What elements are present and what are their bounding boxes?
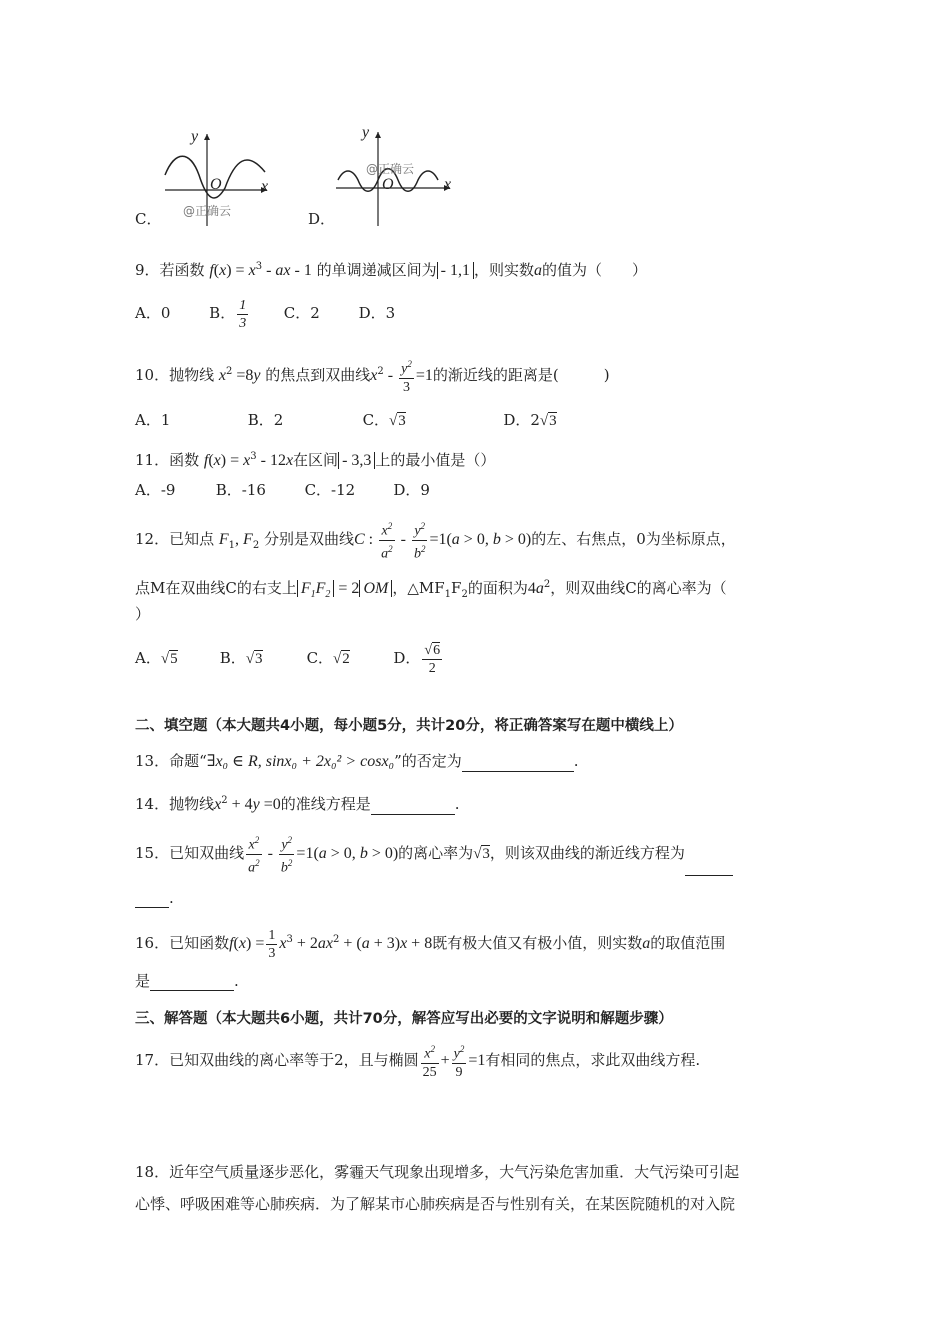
q12-line2d: 的面积为 (467, 579, 528, 597)
question-9: 9．若函数 $f(x) = x^3$ - ax - 1 的单调递减区间为 - 1,1 ，则实数a的值为（ ） (135, 261, 647, 279)
q13-end: . (573, 752, 579, 770)
q11-text2: 上的最小值是（） (375, 451, 496, 469)
q12-option-a: A．√5 (135, 649, 178, 667)
q12-option-c: C．√2 (306, 649, 350, 667)
q9-option-b-label: B． (209, 304, 236, 322)
q17-tail: 有相同的焦点，求此双曲线方程. (485, 1051, 701, 1069)
question-12-options (135, 638, 444, 679)
q12-option-c-label: C． (306, 649, 334, 667)
q14-answer-blank[interactable] (371, 798, 455, 815)
graph-d-y-label: y (362, 124, 370, 141)
q10-text2: 的渐近线的距离是( ) (432, 366, 610, 384)
graph-c-watermark: @正确云 (183, 204, 232, 218)
q9-text-end: ，则实数 (473, 261, 534, 279)
q16-var: a (642, 935, 651, 952)
q16-text2: 的取值范围 (650, 934, 726, 952)
q12-option-b: B．√3 (219, 649, 263, 667)
q17-stem: 17．已知双曲线的离心率等于2，且与椭圆 (135, 1051, 419, 1069)
graph-d-x-label: x (444, 176, 452, 193)
q12-line2c: F (451, 579, 462, 597)
q15-text2: ，则该双曲线的渐近线方程为 (489, 844, 685, 863)
q10-option-d-label: D．2 (503, 411, 540, 429)
q10-c-radicand: 3 (398, 413, 406, 429)
question-10: 10．抛物线 $x^2 =8y$ 的焦点到双曲线$x^2$ - $\frac{y^2}{3}$ =1的渐近线的距离是( ) (135, 355, 610, 396)
question-15-line2 (135, 888, 174, 908)
q10-option-d: D．2√3 (503, 411, 557, 429)
question-18-line2: 心悸、呼吸困难等心肺疾病．为了解某市心肺疾病是否与性别有关，在某医院随机的对入院 (135, 1195, 736, 1213)
q11-option-a: A．-9 (135, 481, 176, 499)
q12-option-a-label: A． (135, 649, 161, 667)
q15-end: . (169, 889, 174, 907)
q15-answer-blank-2[interactable] (135, 891, 169, 908)
q9-b-denominator: 3 (239, 315, 247, 331)
graph-option-d (308, 120, 468, 230)
question-13 (135, 751, 579, 772)
section-3-title: 三、解答题（本大题共6小题，共计70分，解答应写出必要的文字说明和解题步骤） (135, 1011, 673, 1027)
q10-option-b: B．2 (247, 411, 284, 429)
q12-line2e: ，则双曲线C的离心率为（ (550, 579, 727, 597)
q9-tail: 的值为（ ） (541, 261, 647, 279)
question-12-line3 (135, 604, 150, 624)
question-10-options (135, 410, 557, 431)
q14-tail: 的准线方程是 (280, 795, 371, 813)
question-17: 17．已知双曲线的离心率等于2，且与椭圆 $\frac{x^2}{25}$ + $\frac{y^2}{9}$ =1有相同的焦点，求此双曲线方程. (135, 1040, 700, 1081)
graph-c-label: C． (135, 210, 162, 228)
q15-answer-blank-1[interactable] (685, 859, 733, 876)
q12-d-denominator: 2 (428, 660, 436, 676)
q12-text2: 的左、右焦点，0为坐标原点， (531, 530, 736, 549)
q9-option-a: A．0 (135, 304, 171, 322)
q9-stem: 9．若函数 (135, 261, 205, 279)
q16-answer-blank[interactable] (150, 974, 234, 991)
q9-var: a (533, 262, 542, 279)
q10-text1: 的焦点到双曲线 (265, 366, 371, 384)
q12-option-b-label: B． (219, 649, 246, 667)
q11-text1: 在区间 (293, 451, 339, 469)
q13-stem: 13．命题“ (135, 752, 207, 770)
q12-c-radicand: 2 (342, 651, 350, 667)
q10-stem: 10．抛物线 (135, 366, 215, 384)
q16-end: . (234, 972, 239, 990)
question-15: 15．已知双曲线 $\frac{x^2}{a^2}$ - $\frac{y^2}{b^2}$ =1(a > 0, b > 0)的离心率为√3，则该双曲线的渐近线方程为 (135, 832, 733, 876)
q12-line2b: ，△MF (392, 579, 445, 597)
graph-d-watermark: @正确云 (366, 162, 415, 176)
q10-option-c-label: C． (362, 411, 390, 429)
q12-a-radicand: 5 (170, 651, 178, 667)
graph-d-label: D． (308, 210, 336, 228)
q9-option-b (209, 297, 250, 331)
q12-text1: 分别是双曲线 (263, 530, 354, 549)
q14-stem: 14．抛物线 (135, 795, 215, 813)
q12-option-d: D． $\frac{√6}{2}$ (393, 642, 441, 676)
question-14: 14．抛物线$x^2 + 4y =0$的准线方程是 . (135, 795, 460, 813)
q9-text: 的单调递减区间为 (316, 261, 437, 279)
q10-d-radicand: 3 (549, 413, 557, 429)
q9-option-d: D．3 (358, 304, 396, 322)
q16-line2: 是 (135, 972, 151, 990)
q9-option-c: C．2 (283, 304, 320, 322)
graph-c-y-label: y (191, 128, 199, 145)
question-12: 12．已知点 $F_1$, $F_2$ 分别是双曲线C : $\frac{x^2}{a^2}$ - $\frac{y^2}{b^2}$ =1(a > 0, b > 0)的左、右焦点，0为坐标原点， (135, 518, 736, 564)
q12-line3: ） (135, 605, 151, 623)
q11-interval: - 3,3 (338, 452, 375, 469)
q12-b-radicand: 3 (255, 651, 263, 667)
q12-d-radicand: 6 (433, 642, 441, 658)
q11-option-b: B．-16 (215, 481, 266, 499)
graph-c-origin-label: O (210, 176, 222, 193)
question-12-line2: 点M在双曲线C的右支上 $F_1F_2 = 2$ OM ，$\triangle MF_1F_2$的面积为$4a^2$，则双曲线C的离心率为（ (135, 579, 727, 601)
q13-answer-blank[interactable] (462, 755, 574, 772)
q15-stem: 15．已知双曲线 (135, 844, 245, 863)
q10-option-c: C．√3 (362, 411, 406, 429)
question-16: 16．已知函数f(x) = $\frac{1}{3}$ $x^3 + 2ax^2 + (a + 3)x + 8$既有极大值又有极小值，则实数a的取值范围 (135, 927, 726, 961)
q12-option-d-label: D． (393, 649, 421, 667)
q9-b-numerator: 1 (239, 297, 247, 313)
q13-expression: ∃x₀ ∈ R, sinx₀ + 2x₀² > cosx₀ (206, 753, 395, 770)
q13-tail: ”的否定为 (394, 752, 462, 770)
question-11-options (135, 480, 430, 500)
question-9-options (135, 296, 395, 332)
q11-stem: 11．函数 (135, 451, 200, 469)
graph-d-origin-label: O (382, 176, 394, 193)
q11-option-c: C．-12 (304, 481, 356, 499)
question-11: 11．函数 $f(x) = x^3 - 12x$在区间 - 3,3 上的最小值是（） (135, 451, 496, 469)
question-16-line2 (135, 971, 239, 991)
section-2-title: 二、填空题（本大题共4小题，每小题5分，共计20分，将正确答案写在题中横线上） (135, 718, 683, 734)
question-18-line1: 18．近年空气质量逐步恶化，雾霾天气现象出现增多，大气污染危害加重．大气污染可引起 (135, 1163, 740, 1181)
q14-end: . (454, 795, 460, 813)
q15-text1: 的离心率为 (398, 844, 474, 863)
q16-stem: 16．已知函数 (135, 934, 230, 952)
q10-option-a: A．1 (135, 411, 171, 429)
q12-stem: 12．已知点 (135, 530, 215, 549)
graph-c-x-label: x (261, 178, 269, 195)
q16-text1: 既有极大值又有极小值，则实数 (432, 934, 643, 952)
graph-option-c (135, 120, 285, 230)
q9-interval: - 1,1 (437, 262, 474, 279)
q11-option-d: D．9 (393, 481, 430, 499)
q12-line2a: 点M在双曲线C的右支上 (135, 579, 297, 597)
